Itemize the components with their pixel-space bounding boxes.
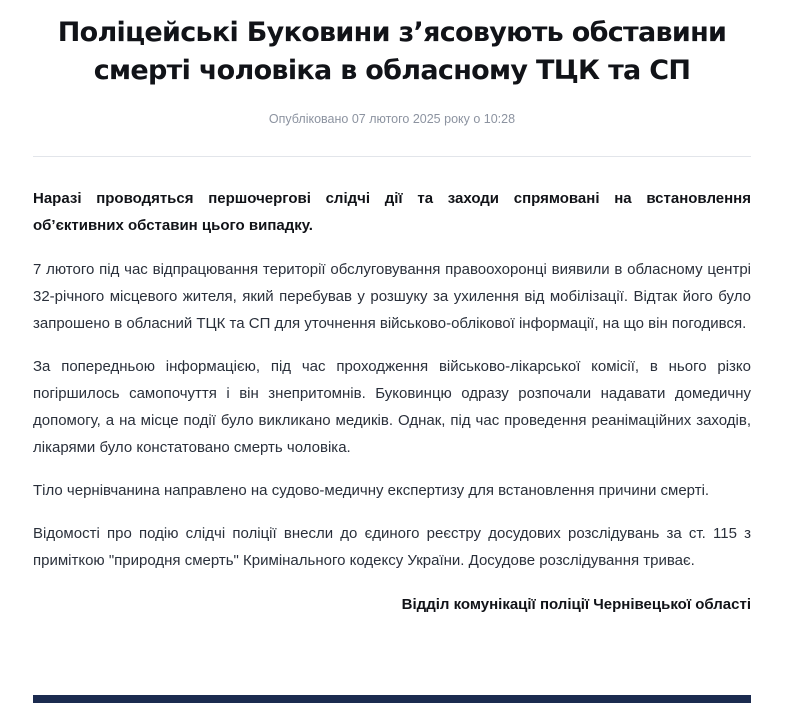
article-signature: Відділ комунікації поліції Чернівецької області [401,596,751,613]
article-title: Поліцейські Буковини з’ясовують обставини смерті чоловіка в обласному ТЦК та СП [57,17,727,86]
article-paragraph: Тіло чернівчанина направлено на судово-медичну експертизу для встановлення причини смерті. [33,482,710,499]
article [33,0,751,618]
article-paragraph: 7 лютого під час відпрацювання території обслуговування правоохоронці виявили в обласному центрі 32-річного місцевого жителя, який перебував у розшуку за ухилення від мобілізації. Відтак його було запрошено в обласний ТЦК та СП для уточнення військово-облікової інформації, на що він погодився. [33,261,751,332]
article-body [33,256,751,574]
article-paragraph: Відомості про подію слідчі поліції внесли до єдиного реєстру досудових розслідувань за ст. 115 з приміткою "природня смерть" Кримінального кодексу України. Досудове розслідування триває. [33,525,751,569]
publish-date: Опубліковано 07 лютого 2025 року о 10:28 [268,112,516,126]
divider [33,156,751,157]
article-paragraph: За попередньою інформацією, під час проходження військово-лікарської комісії, в нього різко погіршилось самопочуття і він знепритомнів. Буковинцю одразу розпочали надавати домедичну допомогу, а на місце події було викликано медиків. Однак, під час проведення реанімаційних заходів, лікарями було констатовано смерть чоловіка. [33,358,751,456]
article-lead: Наразі проводяться першочергові слідчі дії та заходи спрямовані на встановлення об’єктивних обставин цього випадку. [33,190,751,234]
footer-bar [33,695,751,703]
